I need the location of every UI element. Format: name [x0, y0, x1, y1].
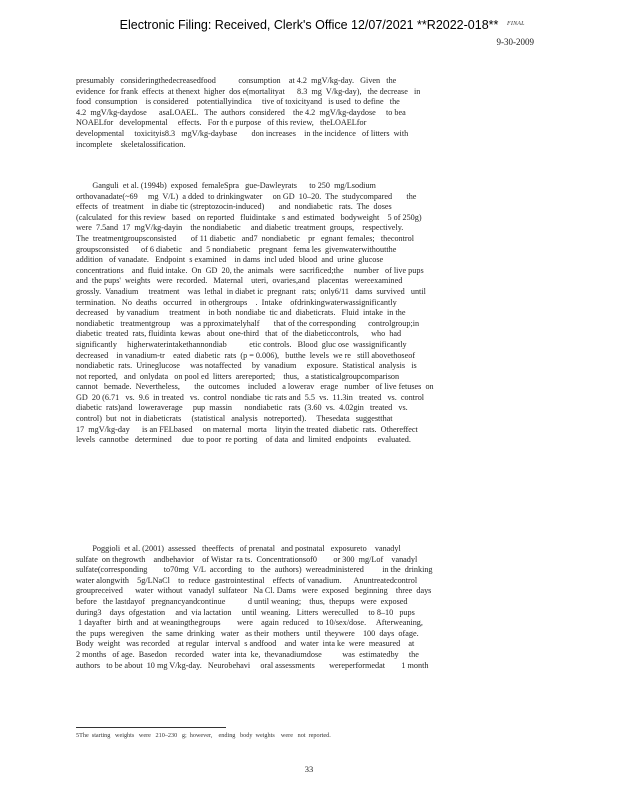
filing-header: Electronic Filing: Received, Clerk's Office 12/07/2021 **R2022-018** [119, 18, 499, 32]
header-date: 9-30-2009 [496, 37, 534, 47]
text-line: Poggioli et al. (2001) assessed theeffects of prenatal and postnatal exposureto vanadyl [76, 544, 401, 553]
text-line: control) but not in diabeticrats (statistical analysis notreported). Thesedata suggestthat [76, 414, 393, 424]
text-line: grossly. Vanadium treatment was lethal in diabet ic pregnant rats; only6/11 dams survived until [76, 286, 426, 296]
footnote: 5The starting weights were 210–230 g; however, ending body weights were not reported. [76, 732, 331, 739]
text-line: Body weight was recorded at regular interval s andfood and water inta ke were measured at [76, 639, 415, 649]
text-line: the pups weregiven the same drinking water as their mothers until theywere 100 days ofage. [76, 628, 419, 638]
text-line: nondiabetic treatmentgroup was a pproximatelyhalf that of the corresponding controlgroup;in [76, 318, 420, 328]
text-line: NOAELfor developmental effects. For th e purpose of this review, theLOAELfor [76, 118, 367, 128]
paragraph-2 [76, 181, 434, 446]
final-mark: FINAL [507, 21, 525, 27]
text-line: groupreceived water without vanadyl sulfateor Na Cl. Dams were exposed beginning three days [76, 586, 432, 596]
text-line: 4.2 mgV/kg-daydose asaLOAEL. The authors considered the 4.2 mgV/kg-daydose to bea [76, 107, 406, 117]
paragraph-1 [76, 76, 420, 150]
text-line: diabetic rats)and loweraverage pup massin nondiabetic rats (3.60 vs. 4.02gin treated vs. [76, 403, 408, 413]
text-line: decreased by vanadium treatment in both nondiabe tic and diabeticrats. Fluid intake in the [76, 308, 406, 318]
text-line: not reported, and onlydata on pool ed litters arereported; thus, a statisticalgroupcomparison [76, 371, 400, 381]
text-line: 2 months of age. Basedon recorded water inta ke, thevanadiumdose was estimatedby the [76, 649, 419, 659]
text-line: addition of vanadate. Endpoint s examined in dams incl uded blood and urine glucose [76, 255, 384, 265]
page-number: 33 [304, 764, 314, 774]
footnote-rule [76, 727, 226, 728]
text-line: groupsconsisted of 6 diabetic and 5 nondiabetic pregnant fema les givenwaterwithoutthe [76, 244, 397, 254]
text-line: significantly higherwaterintakethannondiab etic controls. Blood gluc ose wassignificantly [76, 339, 407, 349]
text-line: (calculated for this review based on reported fluidintake s and estimated bodyweight 5 of 250g) [76, 212, 422, 222]
text-line: authors to be about 10 mg V/kg-day. Neurobehavi oral assessments wereperformedat 1 month [76, 660, 429, 670]
text-line: The treatmentgroupsconsisted of 11 diabetic and7 nondiabetic pr egnant females; thecontrol [76, 233, 415, 243]
text-line: nondiabetic rats. Urineglucose was notaffected by vanadium exposure. Statistical analysis is [76, 361, 417, 371]
text-line: orthovanadate(~69 mg V/L) a dded to drinkingwater on GD 10–20. The studycompared the [76, 191, 417, 201]
text-line: 17 mgV/kg-day is an FELbased on maternal morta lityin the treated diabetic rats. Othereffect [76, 424, 418, 434]
text-line: evidence for frank effects at thenext higher dos e(mortalityat 8.3 mg V/kg-day), the decrease in [76, 86, 421, 96]
text-line: sulfate on thegrowth andbehavior of Wistar ra ts. Concentrationsof0 or 300 mg/Lof vanadyl [76, 554, 418, 564]
text-line: 1 dayafter birth and at weaningthegroups were again reduced to 10/sex/dose. Afterweaning, [76, 618, 423, 628]
text-line: sulfate(corresponding to70mg V/L according to the authors) wereadministered in the drinking [76, 565, 433, 575]
text-line: during3 days ofgestation and via lactation until weaning. Litters wereculled to 8–10 pups [76, 607, 415, 617]
text-line: decreased in vanadium-tr eated diabetic rats (p = 0.006), butthe levels we re still abovethoseof [76, 350, 416, 360]
text-line: effects of treatment in diabe tic (streptozocin-induced) and nondiabetic rats. The doses [76, 202, 392, 212]
text-line: Ganguli et al. (1994b) exposed femaleSpra gue-Dawleyrats to 250 mg/Lsodium [76, 181, 376, 190]
text-line: incomplete skeletalossification. [76, 139, 186, 149]
text-line: were 7.5and 17 mgV/kg-dayin the nondiabetic and diabetic treatment groups, respectively. [76, 223, 404, 233]
text-line: before the lastdayof pregnancyandcontinue d until weaning; thus, thepups were exposed [76, 596, 408, 606]
text-line: levels cannotbe determined due to poor re porting of data and limited endpoints evaluated. [76, 435, 411, 445]
text-line: water alongwith 5g/LNaCl to reduce gastrointestinal effects of vanadium. Anuntreatedcontrol [76, 575, 418, 585]
text-line: presumably consideringthedecreasedfood consumption at 4.2 mgV/kg-day. Given the [76, 76, 397, 85]
text-line: food consumption is considered potentiallyindica tive of toxicityand is used to define the [76, 97, 400, 107]
text-line: termination. No deaths occurred in othergroups . Intake ofdrinkingwaterwassignificantly [76, 297, 397, 307]
text-line: GD 20 (6.71 vs. 9.6 in treated vs. control nondiabe tic rats and 5.5 vs. 11.3in treated vs. control [76, 392, 425, 402]
text-line: concentrations and fluid intake. On GD 20, the animals were sacrificed;the number of live pups [76, 265, 424, 275]
text-line: cannot bemade. Nevertheless, the outcomes included a lowerav erage number of live fetuses on [76, 382, 434, 392]
paragraph-3 [76, 544, 433, 671]
text-line: developmental toxicityis8.3 mgV/kg-daybase don increases in the incidence of litters with [76, 128, 409, 138]
text-line: and the pups' weights were recorded. Maternal uteri, ovaries,and placentas wereexamined [76, 276, 403, 286]
text-line: diabetic treated rats, fluidinta kewas about one-third that of the diabeticcontrols, who had [76, 329, 402, 339]
